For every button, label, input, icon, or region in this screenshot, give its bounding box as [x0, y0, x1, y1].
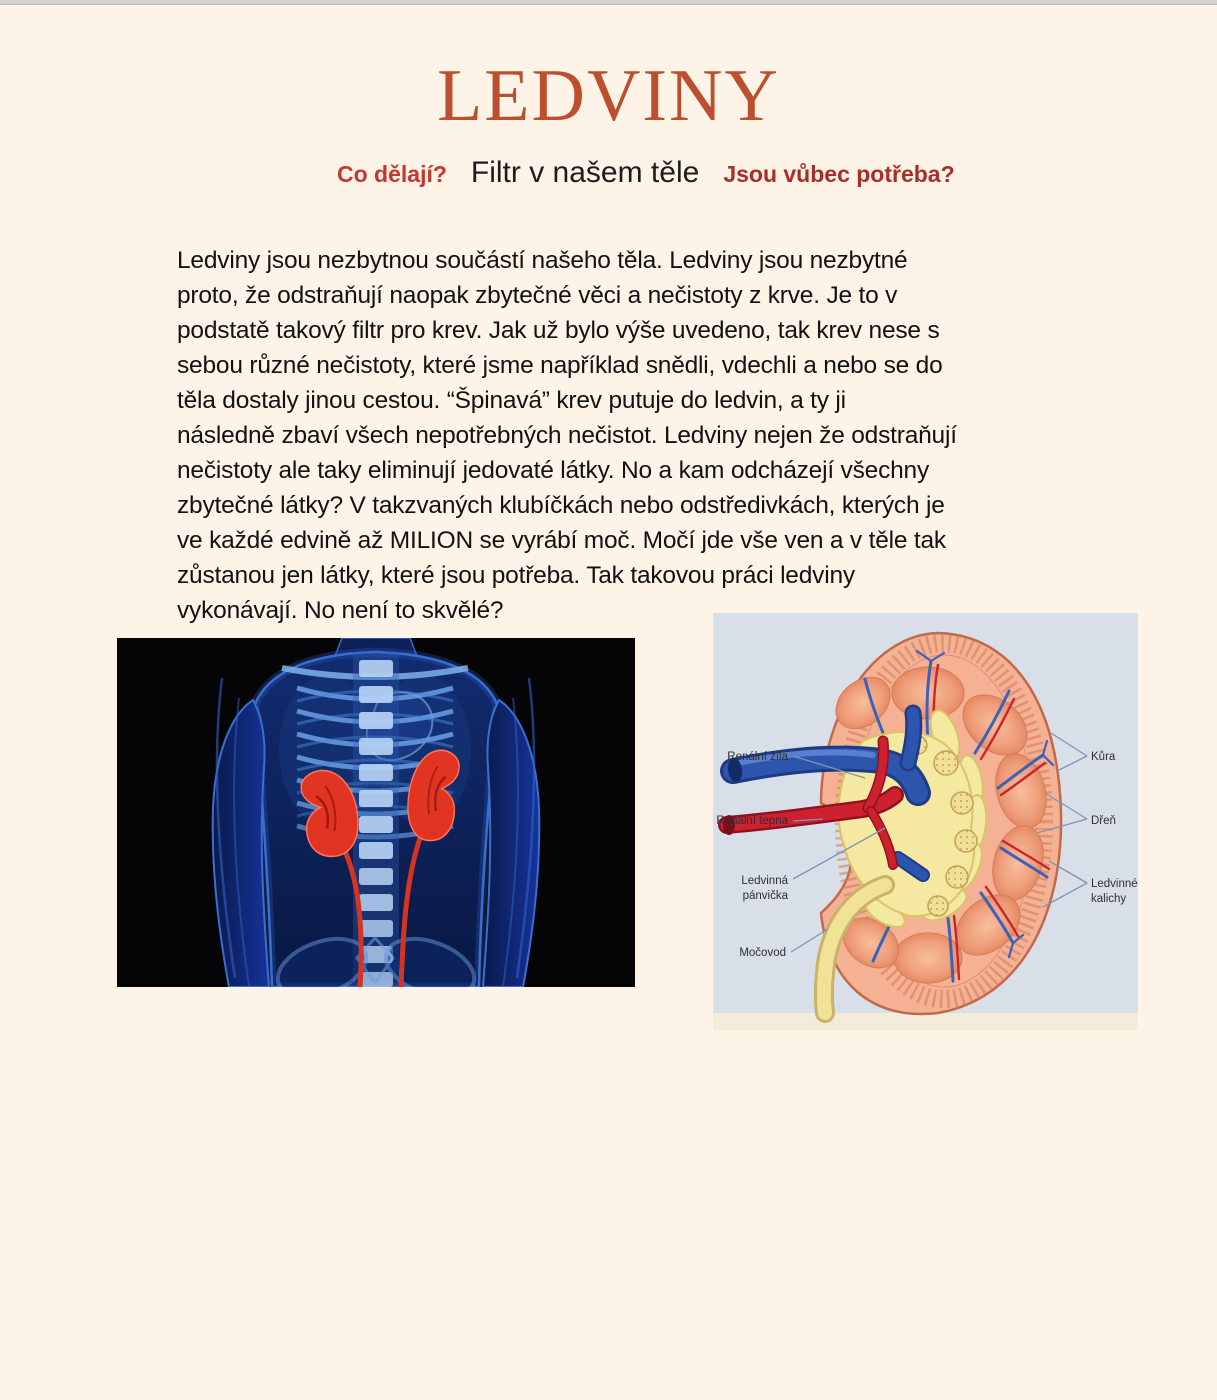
label-medulla: Dřeň	[1091, 815, 1116, 827]
subtitle-co-delaji: Co dělají?	[337, 161, 447, 187]
label-cortex: Kůra	[1091, 751, 1116, 763]
label-renal-pelvis-line1: Ledvinná	[741, 875, 788, 887]
paragraph-line: nečistoty ale taky eliminují jedovaté látky. No a kam odcházejí všechny	[177, 457, 930, 484]
label-calyces-line2: kalichy	[1091, 893, 1127, 905]
paragraph-line: proto, že odstraňují naopak zbytečné věci a nečistoty z krve. Je to v	[177, 282, 898, 309]
body-paragraph	[177, 243, 1077, 628]
paragraph-line: zůstanou jen látky, které jsou potřeba. Tak takovou práci ledviny	[177, 562, 855, 589]
label-calyces-line1: Ledvinné	[1091, 878, 1138, 890]
label-ureter: Močovod	[739, 947, 786, 959]
subtitle-jsou-potreba: Jsou vůbec potřeba?	[723, 161, 955, 187]
paragraph-line: zbytečné látky? V takzvaných klubíčkách nebo odstředivkách, kterých je	[177, 492, 945, 519]
page-title: LEDVINY	[437, 55, 780, 137]
paragraph-line: těla dostaly jinou cestou. “Špinavá” krev putuje do ledvin, a ty ji	[177, 387, 846, 414]
paragraph-line: sebou různé nečistoty, které jsme například snědli, vdechli a nebo se do	[177, 352, 943, 379]
label-renal-artery: Renální tepna	[716, 815, 788, 827]
paragraph-line: podstatě takový filtr pro krev. Jak už bylo výše uvedeno, tak krev nese s	[177, 317, 940, 344]
paragraph-line: vykonávají. No není to skvělé?	[177, 597, 504, 624]
diagram-bottom-edge	[713, 1013, 1138, 1030]
xray-body-figure	[117, 638, 635, 987]
label-renal-pelvis-line2: pánvička	[742, 890, 788, 902]
paragraph-line: Ledviny jsou nezbytnou součástí našeho těla. Ledviny jsou nezbytné	[177, 247, 908, 274]
label-renal-vein: Renální žíla	[727, 751, 788, 763]
subtitle-filtr: Filtr v našem těle	[470, 156, 700, 189]
paragraph-line: ve každé edvině až MILION se vyrábí moč. Močí jde vše ven a v těle tak	[177, 527, 946, 554]
window-top-bar	[0, 0, 1217, 5]
paragraph-line: následně zbaví všech nepotřebných nečistot. Ledviny nejen že odstraňují	[177, 422, 957, 449]
kidney-diagram-figure	[713, 613, 1138, 1030]
subtitle-row	[337, 156, 955, 190]
